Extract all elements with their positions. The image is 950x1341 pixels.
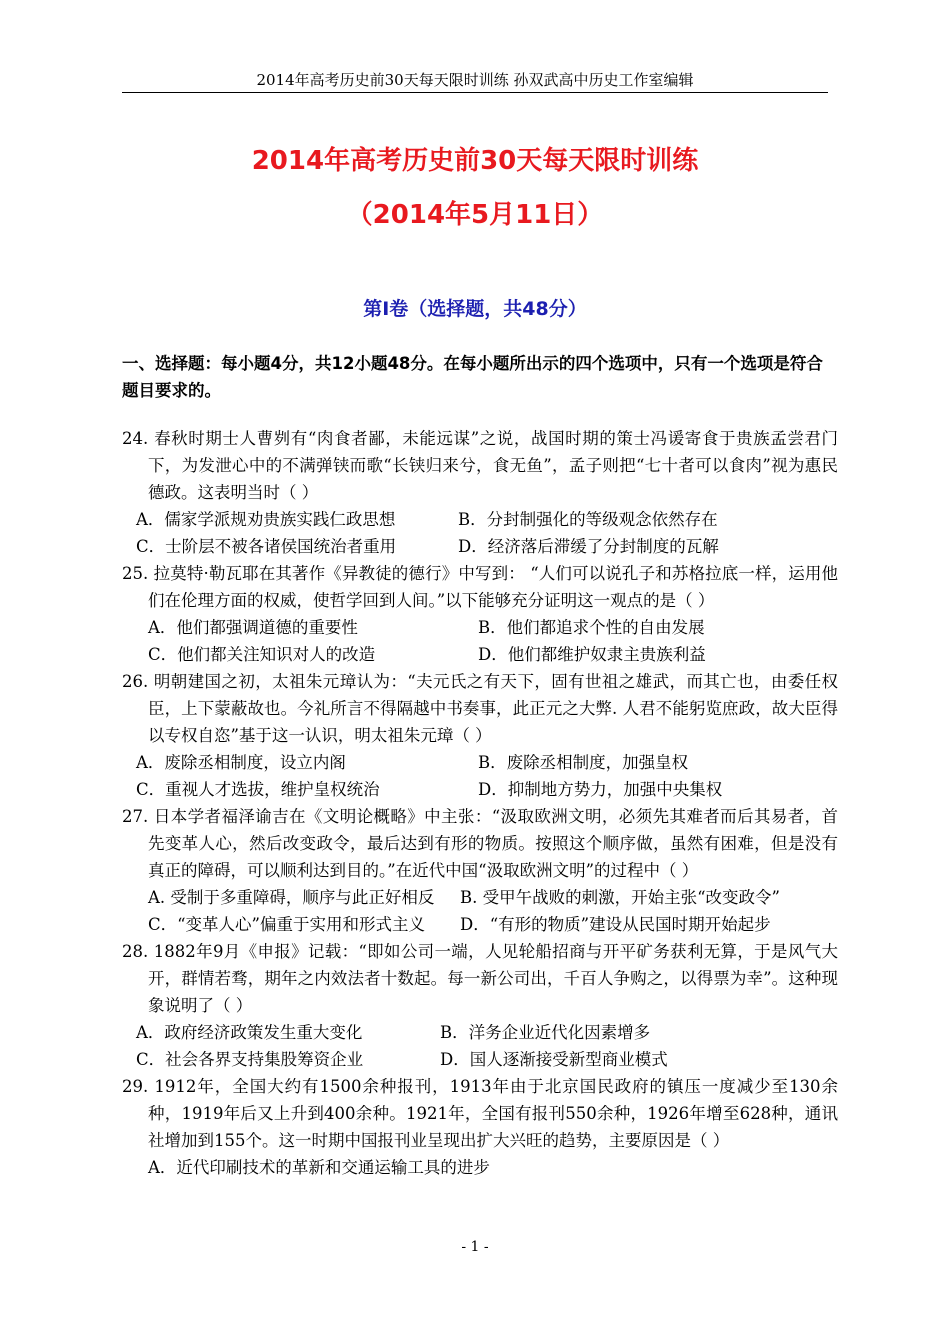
header-rule xyxy=(122,92,828,93)
option-row xyxy=(122,884,838,911)
option-c: C．“变革人心”偏重于实用和形式主义 xyxy=(148,915,425,934)
option-row xyxy=(122,911,838,938)
question-list xyxy=(122,425,838,1181)
option-d: D．“有形的物质”建设从民国时期开始起步 xyxy=(460,915,771,934)
option-a: A．废除丞相制度，设立内阁 xyxy=(136,753,346,772)
question-stem: 29. 1912年，全国大约有1500余种报刊，1913年由于北京国民政府的镇压一度减少至130余种，1919年后又上升到400余种。1921年，全国有报刊550余种，1926年增至628种，通讯社增加到155个。这一时期中国报刊业呈现出扩大兴旺的趋势，主要原因是（ ） xyxy=(122,1077,838,1150)
option-d: D．抑制地方势力，加强中央集权 xyxy=(478,780,723,799)
option-a: A. 受制于多重障碍，顺序与此正好相反 xyxy=(148,888,435,907)
page-number: - 1 - xyxy=(461,1239,489,1255)
option-row xyxy=(122,506,838,533)
option-b: B．分封制强化的等级观念依然存在 xyxy=(458,510,718,529)
option-row xyxy=(122,749,838,776)
option-row xyxy=(122,614,838,641)
option-b: B．废除丞相制度，加强皇权 xyxy=(478,753,689,772)
option-c: C．社会各界支持集股筹资企业 xyxy=(136,1050,364,1069)
option-b: B．洋务企业近代化因素增多 xyxy=(440,1023,651,1042)
question-26 xyxy=(122,668,838,803)
question-27 xyxy=(122,803,838,938)
section-instructions: 一、选择题：每小题4分，共12小题48分。在每小题所出示的四个选项中，只有一个选项是符合题目要求的。 xyxy=(122,354,823,400)
option-a: A．近代印刷技术的革新和交通运输工具的进步 xyxy=(148,1158,490,1177)
option-d: D．他们都维护奴隶主贵族利益 xyxy=(478,645,706,664)
question-28 xyxy=(122,938,838,1073)
option-a: A．政府经济政策发生重大变化 xyxy=(136,1023,363,1042)
question-stem: 24. 春秋时期士人曹刿有“肉食者鄙，未能远谋”之说，战国时期的策士冯谖寄食于贵族孟尝君门下，为发泄心中的不满弹铗而歌“长铗归来兮，食无鱼”，孟子则把“七十者可以食肉”视为惠民德政。这表明当时（ ） xyxy=(122,429,838,502)
option-b: B．他们都追求个性的自由发展 xyxy=(478,618,705,637)
option-row xyxy=(122,641,838,668)
option-row xyxy=(122,1046,838,1073)
option-row xyxy=(122,776,838,803)
document-title: 2014年高考历史前30天每天限时训练 xyxy=(251,146,699,176)
question-stem: 26. 明朝建国之初，太祖朱元璋认为：“夫元氏之有天下，固有世祖之雄武，而其亡也，由委任权臣，上下蒙蔽故也。今礼所言不得隔越中书奏事，此正元之大弊. 人君不能躬览庶政，故大臣得以专权自恣”基于这一认识，明太祖朱元璋（ ） xyxy=(122,672,838,745)
question-stem: 27. 日本学者福泽谕吉在《文明论概略》中主张：“汲取欧洲文明，必须先其难者而后其易者，首先变革人心，然后改变政令，最后达到有形的物质。按照这个顺序做，虽然有困难，但是没有真正的障碍，可以顺利达到目的。”在近代中国“汲取欧洲文明”的过程中（ ） xyxy=(122,807,838,880)
option-b: B. 受甲午战败的刺激，开始主张“改变政令” xyxy=(460,888,780,907)
question-stem: 25. 拉莫特·勒瓦耶在其著作《异教徒的德行》中写到： “人们可以说孔子和苏格拉底一样，运用他们在伦理方面的权威，使哲学回到人间。”以下能够充分证明这一观点的是（ ） xyxy=(122,564,838,610)
option-row xyxy=(122,1019,838,1046)
option-d: D．国人逐渐接受新型商业模式 xyxy=(440,1050,668,1069)
option-c: C．重视人才选拔，维护皇权统治 xyxy=(136,780,380,799)
option-a: A．他们都强调道德的重要性 xyxy=(148,618,358,637)
document-date: （2014年5月11日） xyxy=(346,200,604,230)
section-title: 第Ⅰ卷（选择题，共48分） xyxy=(363,298,587,320)
question-stem: 28. 1882年9月《申报》记载：“即如公司一端，人见轮船招商与开平矿务获利无算，于是风气大开，群情若骛，期年之内效法者十数起。每一新公司出，千百人争购之，以得票为幸”。这种现象说明了（ ） xyxy=(122,942,838,1015)
question-29 xyxy=(122,1073,838,1181)
option-c: C．士阶层不被各诸侯国统治者重用 xyxy=(136,537,397,556)
question-24 xyxy=(122,425,838,560)
option-a: A．儒家学派规劝贵族实践仁政思想 xyxy=(136,510,396,529)
option-c: C．他们都关注知识对人的改造 xyxy=(148,645,376,664)
option-d: D．经济落后滞缓了分封制度的瓦解 xyxy=(458,537,719,556)
question-25 xyxy=(122,560,838,668)
running-header: 2014年高考历史前30天每天限时训练 孙双武高中历史工作室编辑 xyxy=(256,71,694,89)
option-row xyxy=(122,533,838,560)
